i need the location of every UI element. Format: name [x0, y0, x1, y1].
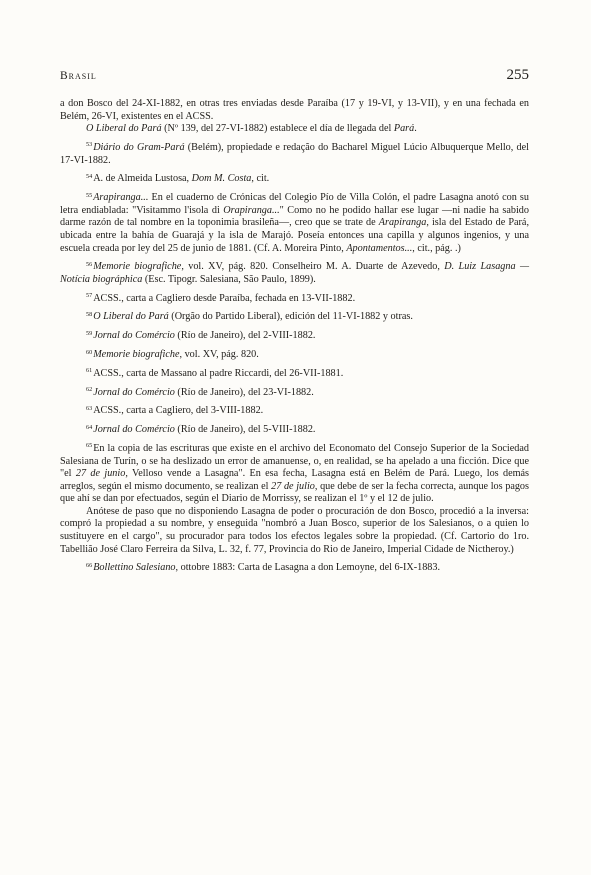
italic-text: Jornal do Comércio	[93, 386, 175, 398]
text-run: A. de Almeida Lustosa,	[93, 173, 192, 185]
footnote	[60, 443, 529, 506]
italic-text: Apontamentos...	[346, 242, 413, 254]
footnote-number: 65	[86, 442, 93, 450]
text-run: , ottobre 1883: Carta de Lasagna a don Lemoyne, del 6-IX-1883.	[175, 562, 441, 574]
footnote-number: 63	[86, 404, 93, 412]
italic-text: D. Luiz Lasagna — Notícia biográphica	[60, 261, 530, 285]
text-run: , vol. XV, pág. 820.	[179, 349, 259, 360]
footnote	[60, 192, 529, 255]
italic-text: Diário do Gram-Pará	[93, 141, 185, 153]
text-run: (Belém), propiedade e redação do Bacharel Miguel Lúcio Albuquerque Mello, del 17-VI-1882.	[60, 141, 529, 166]
footnote-number: 57	[86, 292, 93, 300]
footnote	[60, 387, 529, 400]
footnote-number: 54	[86, 172, 93, 180]
footnote	[60, 368, 529, 381]
italic-text: Memorie biografiche	[93, 261, 182, 273]
footnote-number: 55	[86, 191, 93, 199]
italic-text: 27 de julio	[271, 480, 315, 492]
body-paragraph	[60, 123, 529, 136]
body-paragraph	[60, 506, 529, 556]
text-run: ACSS., carta de Massano al padre Riccardi, del 26-VII-1881.	[93, 367, 344, 379]
page-body	[60, 98, 529, 575]
text-run: (Río de Janeiro), del 5-VIII-1882.	[174, 424, 316, 436]
text-run: (Río de Janeiro), del 23-VI-1882.	[174, 386, 314, 398]
footnote-number: 58	[86, 310, 93, 318]
footnote	[60, 405, 529, 418]
italic-text: 27 de junio	[75, 468, 126, 480]
page-header	[60, 67, 529, 84]
text-run: (Río de Janeiro), del 2-VIII-1882.	[174, 330, 316, 342]
text-run: En la copia de las escrituras que existe en el archivo del Economato del Consejo Superior de la Sociedad Salesiana de Turín, o se ha deslizado un error de amanuense, o, en realidad, se ha apelado a una ficción. Dice que "el	[60, 442, 529, 480]
footnote-number: 60	[86, 348, 93, 356]
italic-text: Dom M. Costa	[191, 173, 252, 185]
page-number: 255	[506, 67, 529, 83]
footnote-number: 62	[86, 386, 93, 394]
footnote-number: 61	[86, 367, 93, 375]
footnote	[60, 173, 529, 186]
text-run: , Velloso vende a Lasagna". En esa fecha, Lasagna está en Belém de Pará. Luego, los demás arreglos, según el mismo documento, se realizan el	[60, 468, 530, 492]
italic-text: Jornal do Comércio	[93, 330, 175, 342]
italic-text: Bollettino Salesiano	[93, 562, 176, 574]
italic-text: O Liberal do Pará	[93, 311, 169, 323]
footnote-number: 59	[86, 329, 93, 337]
text-run: , cit., pág. .)	[412, 242, 461, 254]
footnote	[60, 562, 529, 575]
footnote	[60, 261, 529, 286]
text-run: (Nº 139, del 27-VI-1882) establece el día de llegada del	[161, 123, 394, 135]
text-run: " Como no he podido hallar ese lugar —ni nadie ha sabido darme razón de tal nombre en la toponimia brasileña—, creo que se trate de	[60, 204, 529, 229]
running-head: Brasil	[60, 70, 97, 82]
italic-text: O Liberal do Pará	[86, 123, 162, 135]
text-run: (Esc. Tipogr. Salesiana, São Paulo, 1899).	[142, 273, 316, 285]
italic-text: Arapiranga	[378, 217, 427, 229]
footnote-number: 64	[86, 423, 93, 431]
footnote	[60, 349, 529, 362]
text-run: En el cuaderno de Crónicas del Colegio Pío de Villa Colón, el padre Lasagna anotó con su letra endiablada: "Visitammo l'isola di	[60, 192, 529, 216]
footnote	[60, 424, 529, 437]
text-run: (Orgão do Partido Liberal), edición del 11-VI-1882 y otras.	[168, 311, 413, 323]
text-run: Anótese de paso que no disponiendo Lasagna de poder o procuración de don Bosco, procedió a la inversa: compró la propiedad a su nombre, y enseguida "nombró a Juan Bosco, superior de los Salesianos, o a quien lo sustituyere en el cargo", su procurador para todos los efectos legales sobre la propiedad. (Cf. Cartorio do 1ro. Tabellião José Claro Ferreira da Silva, L. 32, f. 77, Provincia do Rio de Janeiro, Imperial Cidade de Nictheroy.)	[60, 505, 529, 555]
text-run: ACSS., carta a Cagliero, del 3-VIII-1882.	[93, 405, 264, 417]
italic-text: Pará	[393, 123, 415, 135]
italic-text: Jornal do Comércio	[93, 424, 175, 436]
text-run: a don Bosco del 24-XI-1882, en otras tres enviadas desde Paraíba (17 y 19-VI, y 13-VII), y en una fechada en Belém, 26-VI, existentes en el ACSS.	[60, 98, 529, 122]
italic-text: Memorie biografiche	[93, 349, 180, 360]
italic-text: Orapiranga...	[223, 204, 280, 216]
italic-text: Arapiranga...	[93, 192, 149, 204]
footnote	[60, 293, 529, 306]
text-run: , que debe de ser la fecha correcta, aunque los pagos que ahí se dan por efectuados, según el Diario de Morrissy, se realizan el 1º y el 12 de julio.	[60, 480, 529, 505]
text-run: , vol. XV, pág. 820. Conselheiro M. A. Duarte de Azevedo,	[181, 261, 445, 273]
text-run: , cit.	[251, 173, 270, 185]
footnote	[60, 311, 529, 324]
footnote-number: 53	[86, 141, 93, 149]
footnote-number: 66	[86, 561, 93, 569]
body-paragraph	[60, 98, 529, 123]
footnote-number: 56	[86, 260, 93, 268]
footnote	[60, 142, 529, 167]
footnote	[60, 330, 529, 343]
text-run: , isla del Estado de Pará, ubicada entre la bahía de Guarajá y la isla de Marajó. Poseía entonces una capilla y algunos ingenios, y una escuela creada por ley del 25 de junio de 1881. (Cf. A. Moreira Pinto,	[60, 217, 529, 254]
text-run: .	[414, 123, 417, 135]
text-run: ACSS., carta a Cagliero desde Paraíba, fechada en 13-VII-1882.	[93, 292, 356, 304]
